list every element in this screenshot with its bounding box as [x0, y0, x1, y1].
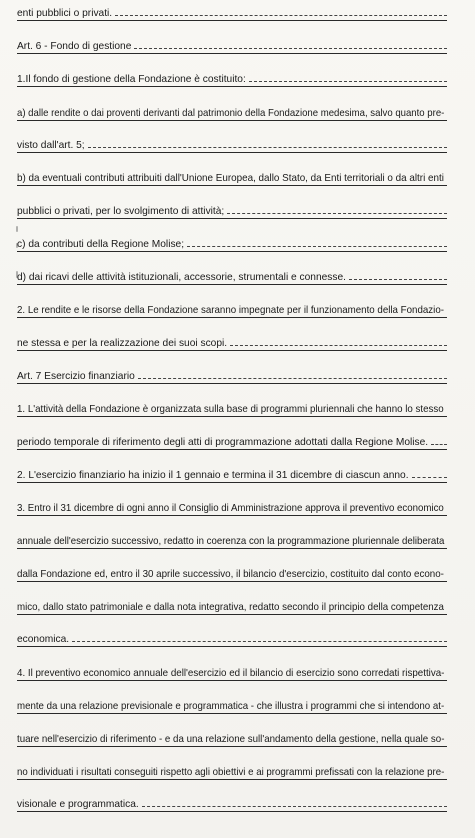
text-line: [17, 71, 447, 87]
line-text: 2. L'esercizio finanziario ha inizio il 1 gennaio e termina il 31 dicembre di ciascun anno.: [17, 470, 409, 481]
dash-filler: [187, 246, 447, 247]
line-text: 2. Le rendite e le risorse della Fondazione saranno impegnate per il funzionamento della Fondazio-: [17, 305, 444, 316]
line-text: enti pubblici o privati.: [17, 8, 113, 19]
line-text: d) dai ricavi delle attività istituzionali, accessorie, strumentali e connesse.: [17, 272, 346, 283]
line-text: Art. 7 Esercizio finanziario: [17, 371, 135, 382]
text-line: [17, 170, 447, 186]
line-text: annuale dell'esercizio successivo, redatto in coerenza con la programmazione pluriennale deliberata: [17, 536, 445, 547]
text-line: [17, 665, 447, 681]
line-text: visto dall'art. 5;: [17, 140, 85, 151]
dash-filler: [431, 444, 447, 445]
line-text: c) da contributi della Regione Molise;: [17, 239, 185, 250]
line-text: tuare nell'esercizio di riferimento - e da una relazione sull'andamento della gestione, nella quale so-: [17, 734, 445, 745]
line-text: ne stessa e per la realizzazione dei suoi scopi.: [17, 338, 228, 349]
text-line: [17, 105, 447, 121]
text-line: [17, 467, 447, 483]
text-line: [17, 434, 447, 450]
text-line: [17, 302, 447, 318]
dash-filler: [227, 213, 447, 214]
dash-filler: [249, 81, 447, 82]
line-text: a) dalle rendite o dai proventi derivanti dal patrimonio della Fondazione medesima, salvo quanto pre-: [17, 108, 445, 119]
line-text: 4. Il preventivo economico annuale dell'esercizio ed il bilancio di esercizio sono corredati rispettiva-: [17, 668, 445, 679]
line-text: 1.Il fondo di gestione della Fondazione è costituito:: [17, 74, 246, 85]
text-line: [17, 203, 447, 219]
line-text: no individuati i risultati conseguiti rispetto agli obiettivi e ai programmi prefissati con la relazione pre-: [17, 767, 445, 778]
line-text: visionale e programmatica.: [17, 799, 139, 810]
text-line: [17, 401, 447, 417]
text-line: [17, 269, 447, 285]
dash-filler: [142, 806, 447, 807]
text-line: [17, 38, 447, 54]
text-line: [17, 500, 447, 516]
text-line: [17, 731, 447, 747]
text-line: [17, 368, 447, 384]
dash-filler: [412, 477, 447, 478]
line-text: economica.: [17, 634, 70, 645]
text-line: [17, 599, 447, 615]
text-line: [17, 137, 447, 153]
dash-filler: [72, 641, 447, 642]
line-text: pubblici o privati, per lo svolgimento di attività;: [17, 206, 225, 217]
dash-filler: [88, 147, 447, 148]
text-line: [17, 335, 447, 351]
text-line: [17, 236, 447, 252]
line-text: mente da una relazione previsionale e programmatica - che illustra i programmi che si intendono at-: [17, 701, 445, 712]
text-line: [17, 5, 447, 21]
line-text: Art. 6 - Fondo di gestione: [17, 41, 132, 52]
line-text: mico, dallo stato patrimoniale e dalla nota integrativa, redatto secondo il principio della competenza: [17, 602, 444, 613]
text-line: [17, 698, 447, 714]
text-line: [17, 566, 447, 582]
text-line: [17, 796, 447, 812]
dash-filler: [138, 378, 447, 379]
margin-mark: [16, 226, 18, 232]
dash-filler: [115, 15, 447, 16]
text-line: [17, 631, 447, 647]
line-text: periodo temporale di riferimento degli atti di programmazione adottati dalla Regione Molise.: [17, 437, 429, 448]
text-line: [17, 764, 447, 780]
line-text: b) da eventuali contributi attribuiti dall'Unione Europea, dallo Stato, da Enti territoriali o da altri enti: [17, 173, 444, 184]
text-line: [17, 533, 447, 549]
line-text: 3. Entro il 31 dicembre di ogni anno il Consiglio di Amministrazione approva il preventivo economico: [17, 503, 444, 514]
dash-filler: [349, 279, 447, 280]
line-text: 1. L'attività della Fondazione è organizzata sulla base di programmi pluriennali che hanno lo stesso: [17, 404, 444, 415]
line-text: dalla Fondazione ed, entro il 30 aprile successivo, il bilancio d'esercizio, costituito dal conto econo-: [17, 569, 444, 580]
dash-filler: [230, 345, 447, 346]
dash-filler: [134, 48, 447, 49]
